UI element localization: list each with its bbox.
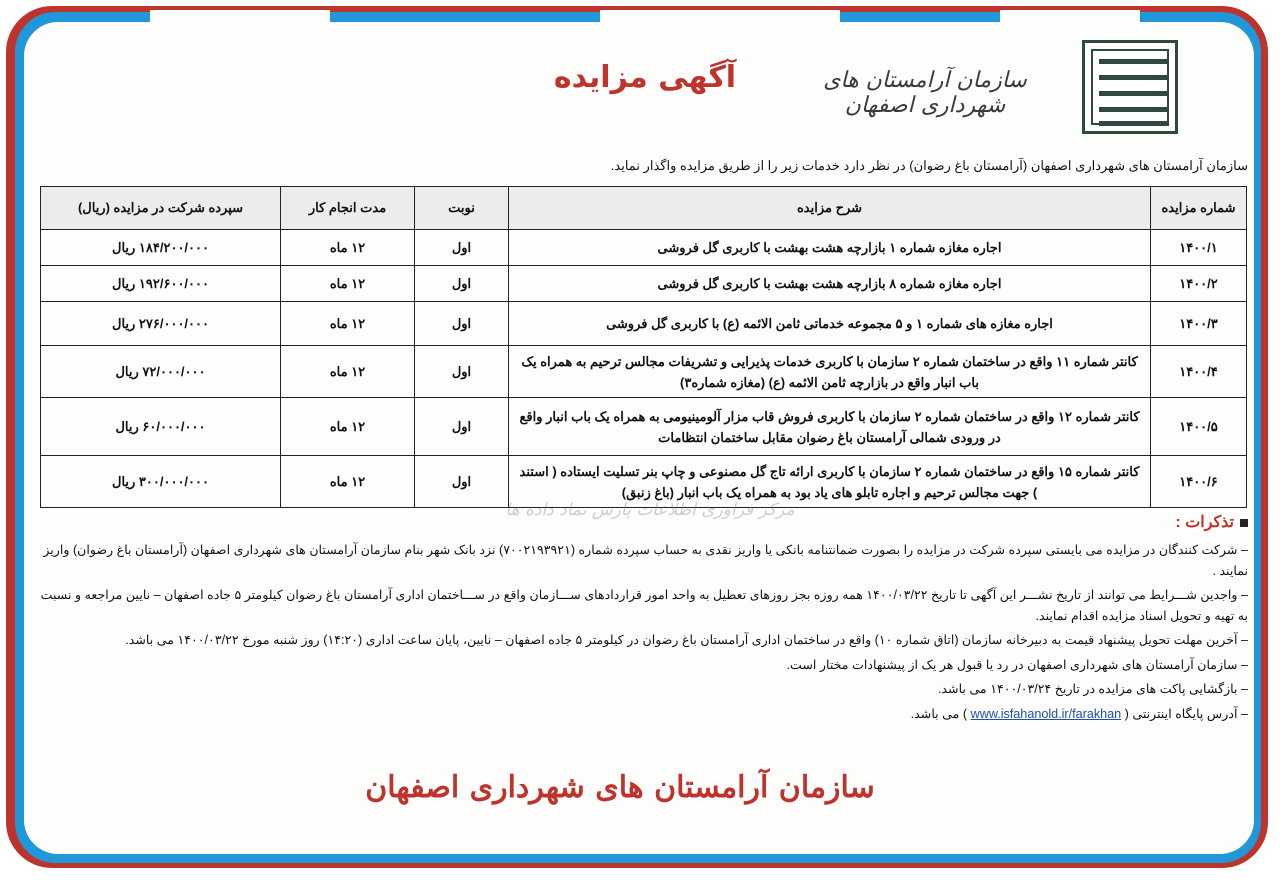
col-header-description: شرح مزایده xyxy=(509,187,1151,230)
note-item-website: – آدرس پایگاه اینترنتی ( www.isfahanold.ir/farakhan ) می باشد. xyxy=(910,706,1248,721)
cell-duration: ۱۲ ماه xyxy=(281,302,415,346)
col-header-deposit: سپرده شرکت در مزایده (ریال) xyxy=(41,187,281,230)
cell-deposit: ۷۲/۰۰۰/۰۰۰ ریال xyxy=(41,346,281,398)
notes-list xyxy=(38,540,1248,728)
logo-icon xyxy=(1082,40,1178,134)
note-item: – آخرین مهلت تحویل پیشنهاد قیمت به دبیرخانه سازمان (اتاق شماره ۱۰) واقع در ساختمان اداری آرامستان باغ رضوان در کیلومتر ۵ جاده اصفهان – نایین، پایان ساعت اداری (۱۴:۲۰) روز شنبه مورخ ۱۴۰۰/۰۳/۲۲ می باشد. xyxy=(125,633,1248,647)
cell-duration: ۱۲ ماه xyxy=(281,230,415,266)
table-header-row xyxy=(41,187,1247,230)
org-name-script: سازمان آرامستان های شهرداری اصفهان xyxy=(823,68,1027,118)
cell-round: اول xyxy=(415,230,509,266)
auction-table xyxy=(40,186,1247,508)
col-header-round: نوبت xyxy=(415,187,509,230)
website-link[interactable]: www.isfahanold.ir/farakhan xyxy=(970,706,1122,721)
table-row xyxy=(41,346,1247,398)
cell-number: ۱۴۰۰/۴ xyxy=(1151,346,1247,398)
cell-description: کانتر شماره ۱۲ واقع در ساختمان شماره ۲ سازمان با کاربری فروش قاب مزار آلومینیومی به همراه یک باب انبار واقع در ورودی شمالی آرامستان باغ رضوان مقابل ساختمان انتظامات xyxy=(509,398,1151,456)
col-header-duration: مدت انجام کار xyxy=(281,187,415,230)
watermark: مرکز فراوری اطلاعات پارس نماد داده ها xyxy=(505,500,795,520)
cell-description: کانتر شماره ۱۱ واقع در ساختمان شماره ۲ سازمان با کاربری خدمات پذیرایی و تشریفات مجالس ترحیم به همراه یک باب انبار واقع در بازارچه ثامن الائمه (ع) (مغازه شماره۳) xyxy=(509,346,1151,398)
cell-round: اول xyxy=(415,302,509,346)
cell-description: کانتر شماره ۱۵ واقع در ساختمان شماره ۲ سازمان با کاربری ارائه تاج گل مصنوعی و چاپ بنر تسلیت ایستاده ( استند ) جهت مجالس ترحیم و اجاره تابلو های یاد بود به همراه یک باب انبار (باغ زنبق) xyxy=(509,456,1151,508)
cell-description: اجاره مغازه شماره ۱ بازارچه هشت بهشت با کاربری گل فروشی xyxy=(509,230,1151,266)
cell-round: اول xyxy=(415,266,509,302)
cell-number: ۱۴۰۰/۲ xyxy=(1151,266,1247,302)
table-row xyxy=(41,302,1247,346)
cell-deposit: ۲۷۶/۰۰۰/۰۰۰ ریال xyxy=(41,302,281,346)
notes-heading: تذکرات : xyxy=(1080,512,1248,532)
cell-number: ۱۴۰۰/۵ xyxy=(1151,398,1247,456)
cell-round: اول xyxy=(415,398,509,456)
note-item: – شرکت کنندگان در مزایده می بایستی سپرده شرکت در مزایده را بصورت ضمانتنامه بانکی یا واریز نقدی به حساب سپرده شماره (۷۰۰۲۱۹۳۹۲۱) نزد بانک شهر بنام سازمان آرامستان های شهرداری اصفهان (آرامستان باغ رضوان) واریز نمایند . xyxy=(43,543,1248,578)
cell-duration: ۱۲ ماه xyxy=(281,398,415,456)
cell-deposit: ۱۸۴/۲۰۰/۰۰۰ ریال xyxy=(41,230,281,266)
col-header-number: شماره مزایده xyxy=(1151,187,1247,230)
cell-deposit: ۶۰/۰۰۰/۰۰۰ ریال xyxy=(41,398,281,456)
cell-description: اجاره مغازه های شماره ۱ و ۵ مجموعه خدماتی ثامن الائمه (ع) با کاربری گل فروشی xyxy=(509,302,1151,346)
cell-duration: ۱۲ ماه xyxy=(281,346,415,398)
table-row xyxy=(41,266,1247,302)
table-row xyxy=(41,398,1247,456)
cell-duration: ۱۲ ماه xyxy=(281,456,415,508)
header xyxy=(0,0,1281,150)
page-title: آگهی مزایده xyxy=(553,60,737,95)
cell-number: ۱۴۰۰/۶ xyxy=(1151,456,1247,508)
cell-number: ۱۴۰۰/۳ xyxy=(1151,302,1247,346)
cell-round: اول xyxy=(415,456,509,508)
table-row xyxy=(41,230,1247,266)
cell-round: اول xyxy=(415,346,509,398)
intro-text: سازمان آرامستان های شهرداری اصفهان (آرامستان باغ رضوان) در نظر دارد خدمات زیر را از طریق مزایده واگذار نماید. xyxy=(610,158,1248,173)
footer-org-name: سازمان آرامستان های شهرداری اصفهان xyxy=(365,770,875,805)
cell-deposit: ۳۰۰/۰۰۰/۰۰۰ ریال xyxy=(41,456,281,508)
bullet-square-icon xyxy=(1240,519,1248,527)
note-item: – واجدین شـــرایط می توانند از تاریخ نشـــر این آگهی تا تاریخ ۱۴۰۰/۰۳/۲۲ همه روزه بجز روزهای تعطیل به واحد امور قراردادهای ســـازمان واقع در ســـاختمان اداری آرامستان باغ رضوان کیلومتر ۵ جاده اصفهان – نایین مراجعه و نسبت به تهیه و تحویل اسناد مزایده اقدام نمایند. xyxy=(40,588,1248,623)
cell-duration: ۱۲ ماه xyxy=(281,266,415,302)
note-item: – بازگشایی پاکت های مزایده در تاریخ ۱۴۰۰/۰۳/۲۴ می باشد. xyxy=(937,682,1248,696)
note-item: – سازمان آرامستان های شهرداری اصفهان در رد یا قبول هر یک از پیشنهادات مختار است. xyxy=(786,657,1248,672)
cell-description: اجاره مغازه شماره ۸ بازارچه هشت بهشت با کاربری گل فروشی xyxy=(509,266,1151,302)
cell-deposit: ۱۹۲/۶۰۰/۰۰۰ ریال xyxy=(41,266,281,302)
cell-number: ۱۴۰۰/۱ xyxy=(1151,230,1247,266)
